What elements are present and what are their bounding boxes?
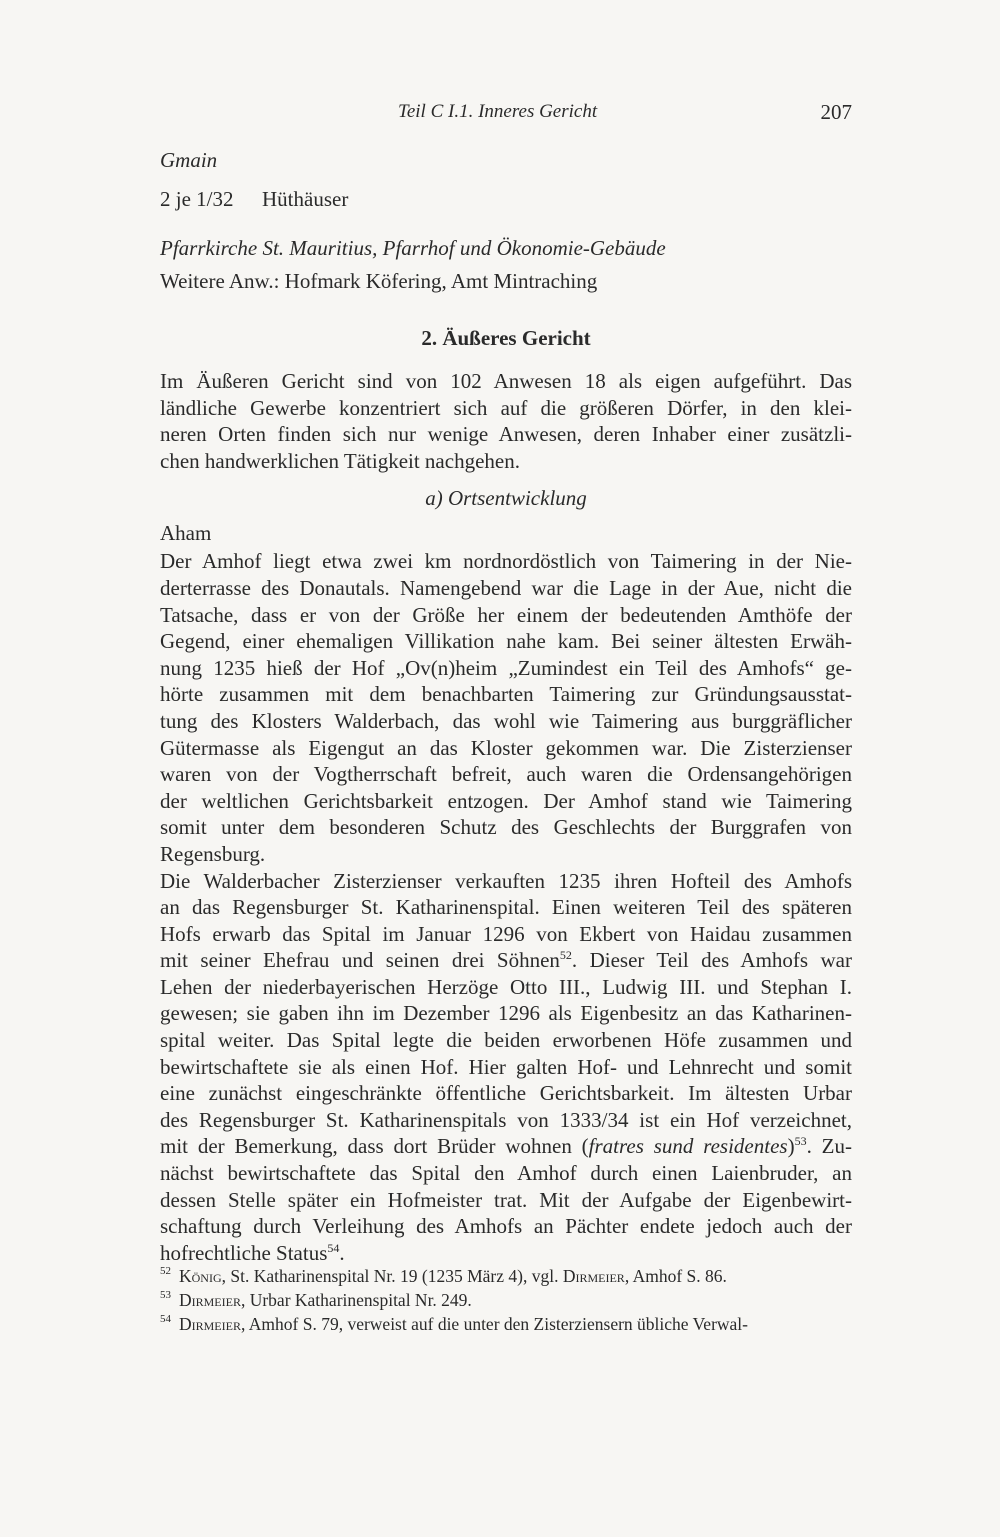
footnote-52: [160, 1264, 852, 1288]
text-line: Tatsache, dass er von der Größe her einem der bedeutenden Amthöfe der: [160, 602, 852, 627]
text-line: nung 1235 hieß der Hof „Ov(n)heim „Zumindest ein Teil des Amhofs“ ge-: [160, 655, 852, 680]
text-line: Gegend, einer ehemaligen Villikation nahe kam. Bei seiner ältesten Erwäh-: [160, 629, 852, 654]
footnote-author: Dirmeier: [179, 1290, 241, 1310]
text-line: somit unter dem besonderen Schutz des Geschlechts der Burggrafen von: [160, 815, 852, 840]
text-line: Die Walderbacher Zisterzienser verkauften 1235 ihren Hofteil des Amhofs: [160, 868, 852, 893]
paragraph-amhof-1: [160, 548, 852, 867]
text-line: nächst bewirtschaftete das Spital den Amhof durch einen Laienbruder, an: [160, 1161, 852, 1186]
footnote-number: 53: [160, 1289, 171, 1301]
text-fragment: mit seiner Ehefrau und seinen drei Söhnen: [160, 948, 560, 973]
text-line: an das Regensburger St. Katharinenspital. Einen weiteren Teil des späteren: [160, 895, 852, 920]
intro-line: ländliche Gewerbe konzentriert sich auf die größeren Dörfer, in den klei-: [160, 395, 852, 420]
footnote-53: [160, 1288, 852, 1312]
text-line: [160, 947, 852, 974]
footnote-text: , Amhof S. 79, verweist auf die unter den Zisterziensern übliche Verwal-: [240, 1314, 748, 1334]
text-line: gewesen; sie gaben ihn im Dezember 1296 als Eigenbesitz an das Katharinen-: [160, 1001, 852, 1026]
body-text: [160, 140, 852, 1266]
text-line: Der Amhof liegt etwa zwei km nordnordöstlich von Taimering in der Nie-: [160, 549, 852, 574]
text-fragment: mit der Bemerkung, dass dort Brüder wohnen (: [160, 1134, 589, 1159]
intro-paragraph: [160, 368, 852, 474]
text-line: [160, 1240, 852, 1267]
latin-quote: fratres sund residentes: [588, 1134, 788, 1159]
footnotes: [160, 1264, 852, 1336]
footnote-54: [160, 1312, 852, 1336]
place-gmain: Gmain: [160, 148, 218, 172]
property-type: Hüthäuser: [262, 187, 349, 211]
text-line: eine zunächst eingeschränkte öffentliche Gerichtsbarkeit. Im ältesten Urbar: [160, 1081, 852, 1106]
text-fragment: ): [787, 1134, 795, 1159]
text-fragment: hofrechtliche Status: [160, 1240, 328, 1265]
text-line: hörte zusammen mit dem benachbarten Taimering zur Gründungsausstat-: [160, 682, 852, 707]
text-line: bewirtschaftete sie als einen Hof. Hier galten Hof- und Lehnrecht und somit: [160, 1054, 852, 1079]
running-title: Teil C I.1. Inneres Gericht: [398, 101, 598, 122]
church-entry: Pfarrkirche St. Mauritius, Pfarrhof und Ökonomie-Gebäude: [160, 236, 666, 260]
property-count: 2 je 1/32: [160, 187, 234, 211]
place-heading: Aham: [160, 521, 212, 546]
footnote-ref-52[interactable]: 52: [559, 948, 572, 963]
text-line: [160, 1133, 852, 1160]
text-line: Gütermasse als Eigengut an das Kloster gekommen war. Die Zisterzienser: [160, 735, 852, 760]
footnote-author: Dirmeier: [179, 1314, 241, 1334]
text-fragment: .: [339, 1240, 345, 1265]
footnote-text: , Urbar Katharinenspital Nr. 249.: [240, 1290, 472, 1310]
footnote-number: 54: [160, 1313, 171, 1325]
section-heading: 2. Äußeres Gericht: [421, 326, 591, 350]
text-line: Hofs erwarb das Spital im Januar 1296 von Ekbert von Haidau zusammen: [160, 921, 852, 946]
page-number: 207: [820, 100, 852, 124]
text-line: Lehen der niederbayerischen Herzöge Otto III., Ludwig III. und Stephan I.: [160, 974, 852, 999]
intro-line: Im Äußeren Gericht sind von 102 Anwesen 18 als eigen aufgeführt. Das: [160, 369, 852, 393]
text-line: derterrasse des Donautals. Namengebend war die Lage in der Aue, nicht die: [160, 575, 852, 600]
footnote-author: König: [179, 1266, 222, 1286]
text-line: tung des Klosters Walderbach, das wohl wie Taimering aus burggräflicher: [160, 708, 852, 733]
intro-line: neren Orten finden sich nur wenige Anwesen, deren Inhaber einer zusätzli-: [160, 422, 852, 447]
paragraph-amhof-2: [160, 868, 852, 1267]
subsection-heading: a) Ortsentwicklung: [425, 486, 587, 511]
text-line: dessen Stelle später ein Hofmeister trat. Mit der Aufgabe der Eigenbewirt-: [160, 1187, 852, 1212]
footnote-ref-53[interactable]: 53: [794, 1134, 807, 1149]
further-estates: Weitere Anw.: Hofmark Köfering, Amt Mintraching: [160, 269, 598, 293]
footnote-author: Dirmeier: [562, 1266, 625, 1286]
footnote-text: , Amhof S. 86.: [624, 1266, 727, 1286]
text-fragment: . Zu-: [806, 1134, 852, 1159]
text-line: Regensburg.: [160, 841, 266, 866]
text-line: der weltlichen Gerichtsbarkeit entzogen. Der Amhof stand wie Taimering: [160, 788, 852, 813]
footnote-text: , St. Katharinenspital Nr. 19 (1235 März 4), vgl.: [221, 1266, 563, 1286]
text-fragment: . Dieser Teil des Amhofs war: [571, 948, 852, 973]
property-row: [160, 184, 852, 228]
text-line: des Regensburger St. Katharinenspitals von 1333/34 ist ein Hof verzeichnet,: [160, 1107, 852, 1132]
text-line: schaftung durch Verleihung des Amhofs an Pächter endete jedoch auch der: [160, 1214, 852, 1239]
footnote-number: 52: [160, 1265, 171, 1277]
intro-line: chen handwerklichen Tätigkeit nachgehen.: [160, 448, 520, 473]
text-line: waren von der Vogtherrschaft befreit, auch waren die Ordensangehörigen: [160, 762, 852, 787]
text-line: spital weiter. Das Spital legte die beiden erworbenen Höfe zusammen und: [160, 1028, 852, 1053]
footnote-ref-54[interactable]: 54: [327, 1240, 340, 1255]
